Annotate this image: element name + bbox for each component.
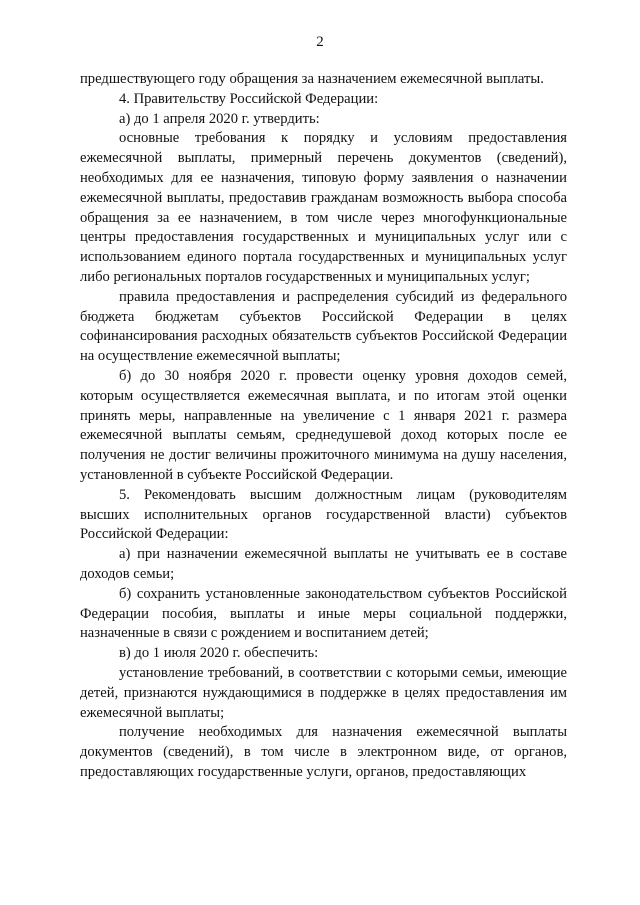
paragraph-documents-receipt: получение необходимых для назначения ежемесячной выплаты документов (сведений), в том числе в электронном виде, от органов, предоставляющих государственные услуги, органов, предоставляющих [80,724,567,780]
paragraph-item-4b: б) до 30 ноября 2020 г. провести оценку уровня доходов семей, которым осуществляется ежемесячная выплата, и по итогам этой оценки принять меры, направленные на увеличение с 1 января 2021 г. размера ежемесячной выплаты семьям, среднедушевой доход которых после ее получения не достиг величины прожиточного минимума на душу населения, установленной в субъекте Российской Федерации. [80,367,567,483]
paragraph-requirements-setup: установление требований, в соответствии с которыми семьи, имеющие детей, признаются нуждающимися в поддержке в целях предоставления им ежемесячной выплаты; [80,664,567,721]
paragraph-item-5b: б) сохранить установленные законодательством субъектов Российской Федерации пособия, выплаты и иные меры социальной поддержки, назначенные в связи с рождением и воспитанием детей; [80,585,567,642]
paragraph-item-5a: а) при назначении ежемесячной выплаты не учитывать ее в составе доходов семьи; [80,546,567,582]
paragraph-item-4a: а) до 1 апреля 2020 г. утвердить: [119,110,320,127]
page-number: 2 [316,34,324,50]
document-body [80,70,567,783]
paragraph-continuation: предшествующего году обращения за назначением ежемесячной выплаты. [80,71,544,87]
paragraph-item-5: 5. Рекомендовать высшим должностным лицам (руководителям высших исполнительных органов государственной власти) субъектов Российской Федерации: [80,486,567,543]
paragraph-item-4: 4. Правительству Российской Федерации: [119,90,379,107]
paragraph-subsidy-rules: правила предоставления и распределения субсидий из федерального бюджета бюджетам субъектов Российской Федерации в целях софинансирования расходных обязательств субъектов Российской Федерации на осуществление ежемесячной выплаты; [80,288,567,365]
paragraph-basic-requirements: основные требования к порядку и условиям предоставления ежемесячной выплаты, примерный перечень документов (сведений), необходимых для ее назначения, типовую форму заявления о назначении ежемесячной выплаты, предоставив гражданам возможность выбора способа обращения за ее назначением, в том числе через многофункциональные центры предоставления государственных и муниципальных услуг или с использованием единого портала государственных и муниципальных услуг либо региональных порталов государственных и муниципальных услуг; [80,130,567,285]
paragraph-item-5c: в) до 1 июля 2020 г. обеспечить: [119,645,319,662]
